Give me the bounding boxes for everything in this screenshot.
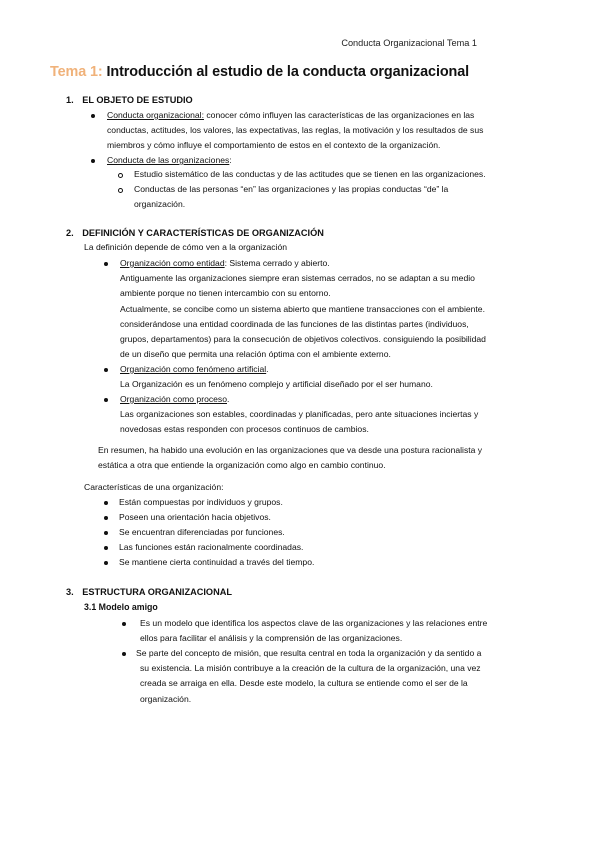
section-3-title: ESTRUCTURA ORGANIZACIONAL <box>82 587 232 597</box>
sec2-i1-line: de un diseño que permita una relación óptima con el ambiente externo. <box>120 349 391 360</box>
sub-bullet-icon <box>118 188 123 193</box>
term-conducta-organizacional: Conducta organizacional: <box>107 110 204 120</box>
running-header: Conducta Organizacional Tema 1 <box>341 38 477 48</box>
sec1-sub-line: organización. <box>134 199 186 210</box>
section-1-heading <box>66 93 193 108</box>
bullet-icon <box>104 546 108 550</box>
sec3-b2-line: organización. <box>140 693 192 704</box>
section-2-heading <box>66 226 324 241</box>
bullet-icon <box>104 501 108 505</box>
bullet-icon <box>104 516 108 520</box>
bullet-icon <box>122 652 126 656</box>
subsection-heading: 3.1 Modelo amigo <box>84 602 158 612</box>
sec3-b2-line: Se parte del concepto de misión, que resulta central en toda la organización y da sentido a <box>136 648 482 658</box>
sec1-sub-line: Conductas de las personas “en” las organizaciones y las propias conductas “de” la <box>134 184 449 194</box>
section-1-number: 1. <box>66 95 74 105</box>
term-organizacion-fenomeno: Organización como fenómeno artificial <box>120 364 267 374</box>
sec1-b1-line: miembros y cómo influye el comportamiento de estos en el contexto de la organización. <box>107 140 441 151</box>
sec3-b2-line: creada se arraiga en ella. Desde este modelo, la cultura se entiende como el ser de la <box>140 678 468 689</box>
sec2-i1-line: grupos, departamentos) para la consecución de objetivos colectivos. consiguiendo la posibilidad <box>120 334 486 345</box>
sec3-b1-line: ellos para facilitar el análisis y la comprensión de las organizaciones. <box>140 633 403 644</box>
sec3-bullet-2 <box>136 646 560 707</box>
sec2-i3-line: novedosas estas responden con procesos continuos de cambios. <box>120 424 369 435</box>
sec1-b1-line: conductas, actitudes, los valores, las expectativas, las reglas, la motivación y los resultados de sus <box>107 125 484 136</box>
sub-bullet-icon <box>118 173 123 178</box>
sec1-bullet-2 <box>107 153 232 168</box>
term-conducta-de-las-organizaciones: Conducta de las organizaciones <box>107 155 230 165</box>
sec1-sub-line: Estudio sistemático de las conductas y de las actitudes que se tienen en las organizaciones. <box>134 169 486 179</box>
title-tag: Tema 1: <box>50 64 103 80</box>
bullet-icon <box>91 159 95 163</box>
sec2-i1-line: ambiente porque no tienen intercambio con su entorno. <box>120 288 331 299</box>
characteristic-item: Se mantiene cierta continuidad a través del tiempo. <box>119 557 315 567</box>
title-text: Introducción al estudio de la conducta organizacional <box>106 64 470 80</box>
characteristics-intro: Características de una organización: <box>84 482 224 492</box>
section-2-number: 2. <box>66 228 74 238</box>
bullet-icon <box>104 368 108 372</box>
sec2-item-2 <box>120 362 560 392</box>
section-3-heading <box>66 585 232 600</box>
characteristic-item: Las funciones están racionalmente coordinadas. <box>119 542 304 552</box>
summary-line: En resumen, ha habido una evolución en las organizaciones que va desde una postura racionalista y <box>98 445 483 455</box>
sec1-bullet-1 <box>107 108 567 154</box>
section-3-number: 3. <box>66 587 74 597</box>
characteristic-item: Poseen una orientación hacia objetivos. <box>119 512 271 522</box>
bullet-icon <box>104 531 108 535</box>
colon: : <box>229 155 232 165</box>
summary-line: estática a otra que entiende la organización como algo en cambio continuo. <box>98 460 386 471</box>
sec2-i3-line: Las organizaciones son estables, coordinadas y planificadas, pero ante situaciones inciertas y <box>120 409 479 420</box>
sec1-b1-line: conocer cómo influyen las características de las organizaciones en las <box>206 110 475 120</box>
term-organizacion-entidad: Organización como entidad <box>120 258 225 268</box>
sec2-i2-line: La Organización es un fenómeno complejo y artificial diseñado por el ser humano. <box>120 379 433 390</box>
sec2-i1-line: considerándose una entidad coordinada de las funciones de las distintas partes (individuos, <box>120 318 469 329</box>
sec2-i3-rest: . <box>227 394 230 404</box>
sec2-item-1 <box>120 256 560 362</box>
characteristic-item: Se encuentran diferenciadas por funciones. <box>119 527 285 537</box>
bullet-icon <box>122 622 126 626</box>
sec2-i2-rest: . <box>266 364 269 374</box>
term-organizacion-proceso: Organización como proceso <box>120 394 227 404</box>
bullet-icon <box>104 398 108 402</box>
sec2-i1-rest: : Sistema cerrado y abierto. <box>224 258 330 268</box>
sec2-intro: La definición depende de cómo ven a la organización <box>84 242 288 252</box>
sec2-i1-line: Actualmente, se concibe como un sistema abierto que mantiene transacciones con el ambiente. <box>120 303 485 314</box>
sec1-sub-1 <box>134 167 574 182</box>
page-title <box>50 64 469 80</box>
characteristic-item: Están compuestas por individuos y grupos. <box>119 497 283 507</box>
sec2-summary <box>98 443 558 473</box>
sec1-sub-2 <box>134 182 574 212</box>
bullet-icon <box>104 561 108 565</box>
bullet-icon <box>91 114 95 118</box>
sec2-item-3 <box>120 392 560 438</box>
sec3-b2-line: su existencia. La misión contribuye a la creación de la cultura de la organización, una vez <box>140 663 481 674</box>
section-1-title: EL OBJETO DE ESTUDIO <box>82 95 193 105</box>
sec3-bullet-1 <box>140 616 560 646</box>
sec2-i1-line: Antiguamente las organizaciones siempre eran sistemas cerrados, no se adaptan a su medio <box>120 273 475 284</box>
section-2-title: DEFINICIÓN Y CARACTERÍSTICAS DE ORGANIZACIÓN <box>82 228 324 238</box>
sec3-b1-line: Es un modelo que identifica los aspectos clave de las organizaciones y las relaciones entre <box>140 618 488 628</box>
bullet-icon <box>104 262 108 266</box>
